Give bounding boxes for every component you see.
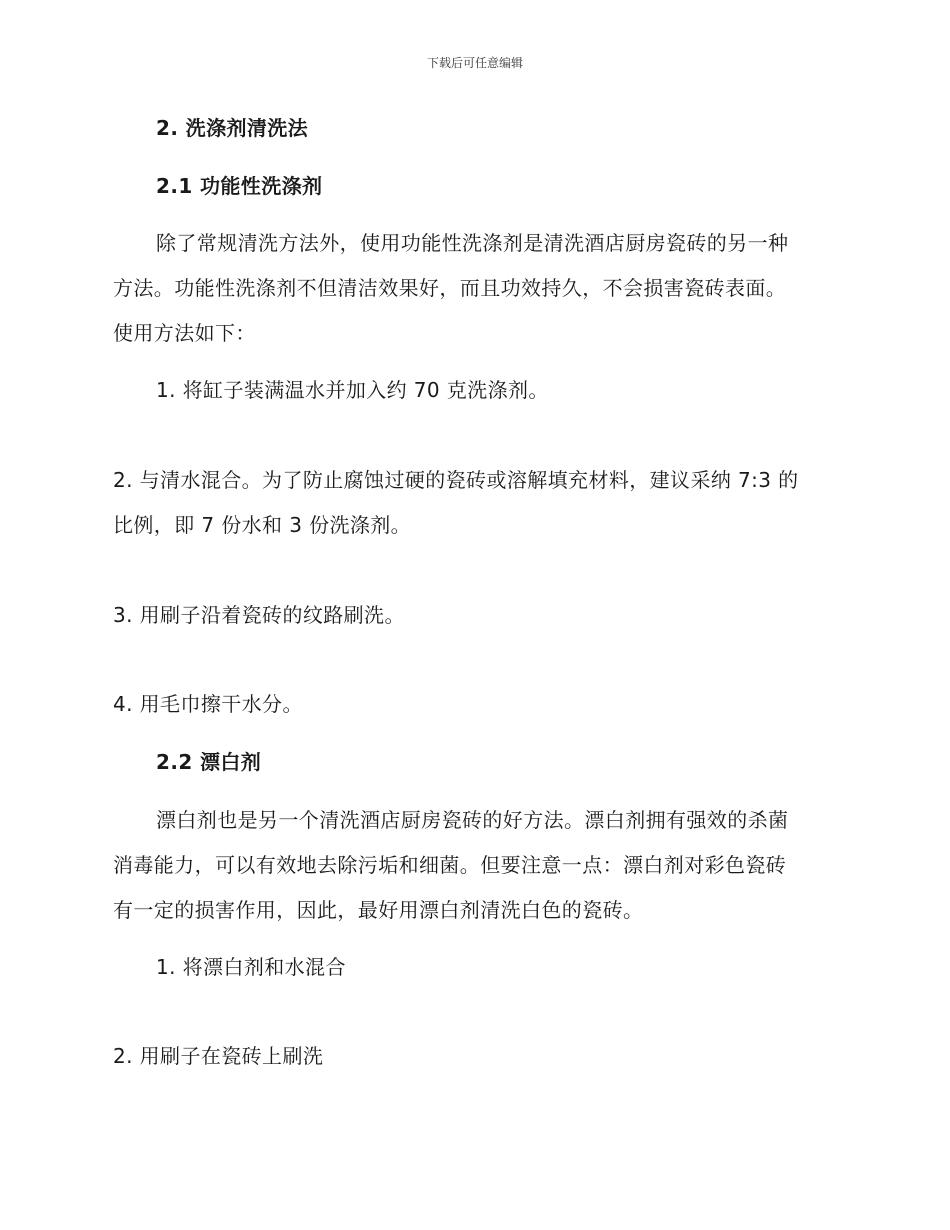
section-2-2-heading: 2.2 漂白剂 [156,750,262,774]
paragraph-line: 除了常规清洗方法外，使用功能性洗涤剂是清洗酒店厨房瓷砖的另一种 [156,231,789,255]
header-note: 下载后可任意编辑 [426,56,523,70]
paragraph-line: 漂白剂也是另一个清洗酒店厨房瓷砖的好方法。漂白剂拥有强效的杀菌 [156,808,789,832]
paragraph-line: 使用方法如下： [113,321,256,345]
list-item: 1. 将缸子装满温水并加入约 70 克洗涤剂。 [156,378,549,402]
list-item: 3. 用刷子沿着瓷砖的纹路刷洗。 [113,603,405,627]
paragraph-line: 有一定的损害作用，因此，最好用漂白剂清洗白色的瓷砖。 [113,898,644,922]
list-item: 4. 用毛巾擦干水分。 [113,692,303,716]
list-item: 2. 与清水混合。为了防止腐蚀过硬的瓷砖或溶解填充材料，建议采纳 7:3 的 [113,468,799,492]
list-item-continuation: 比例，即 7 份水和 3 份洗涤剂。 [113,513,412,537]
list-item: 2. 用刷子在瓷砖上刷洗 [113,1044,324,1068]
paragraph-line: 方法。功能性洗涤剂不但清洁效果好，而且功效持久，不会损害瓷砖表面。 [113,276,787,300]
section-2-1-heading: 2.1 功能性洗涤剂 [156,174,323,198]
list-item: 1. 将漂白剂和水混合 [156,955,346,979]
paragraph-line: 消毒能力，可以有效地去除污垢和细菌。但要注意一点：漂白剂对彩色瓷砖 [113,853,787,877]
section-2-heading: 2. 洗涤剂清洗法 [156,116,309,140]
